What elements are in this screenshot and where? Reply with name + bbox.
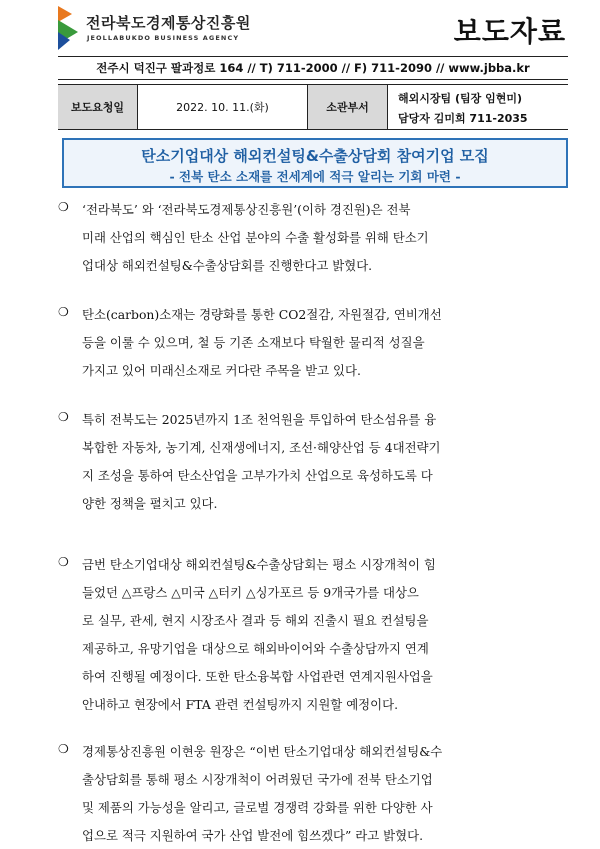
paragraph-5	[58, 742, 578, 843]
org-logo	[56, 4, 336, 54]
text-line: 등을 이룰 수 있으며, 철 등 기존 소재보다 탁월한 물리적 성질을	[82, 335, 425, 350]
text-line: 업대상 해외컨설팅&수출상담회를 진행한다고 밝혔다.	[82, 258, 373, 273]
request-date: 2022. 10. 11.(화)	[138, 85, 308, 129]
bullet-icon: ❍	[58, 555, 69, 569]
paragraph-2	[58, 305, 578, 378]
bullet-icon: ❍	[58, 410, 69, 424]
text-line: 업으로 적극 지원하여 국가 산업 발전에 힘쓰겠다” 라고 밝혔다.	[82, 828, 424, 843]
document-type: 보도자료	[453, 15, 566, 48]
sub-title: - 전북 탄소 소재를 전세계에 적극 알리는 기회 마련 -	[169, 169, 461, 184]
org-name: 전라북도경제통상진흥원	[86, 14, 251, 32]
text-line: 가지고 있어 미래신소재로 커다란 주목을 받고 있다.	[82, 363, 361, 378]
text-line: 금번 탄소기업대상 해외컨설팅&수출상담회는 평소 시장개척이 힘	[82, 557, 436, 572]
request-date-label: 보도요청일	[58, 85, 138, 129]
text-line: 출상담회를 통해 평소 시장개척이 어려웠던 국가에 전북 탄소기업	[82, 772, 433, 787]
logo-mark-icon	[56, 4, 80, 50]
text-line: 제공하고, 유망기업을 대상으로 해외바이어와 수출상담까지 연계	[82, 641, 429, 656]
text-line: 탄소(carbon)소재는 경량화를 통한 CO2절감, 자원절감, 연비개선	[82, 307, 442, 322]
header	[56, 4, 568, 54]
text-line: 로 실무, 관세, 현지 시장조사 결과 등 해외 진출시 필요 컨설팅을	[82, 613, 429, 628]
bullet-icon: ❍	[58, 742, 69, 756]
text-line: 안내하고 현장에서 FTA 관련 컨설팅까지 지원할 예정이다.	[82, 697, 399, 712]
bullet-icon: ❍	[58, 200, 69, 214]
text-line: 복합한 자동차, 농기계, 신재생에너지, 조선·해양산업 등 4대전략기	[82, 440, 441, 455]
text-line: 들었던 △프랑스 △미국 △터키 △싱가포르 등 9개국가를 대상으	[82, 585, 419, 600]
title-box	[62, 138, 568, 188]
paragraph-3	[58, 410, 578, 511]
main-title: 탄소기업대상 해외컨설팅&수출상담회 참여기업 모집	[141, 147, 489, 165]
dept-line-team: 해외시장팀 (팀장 임현미)	[398, 92, 522, 105]
text-line: 특히 전북도는 2025년까지 1조 천억원을 투입하여 탄소섬유를 융	[82, 412, 437, 427]
info-table	[58, 84, 568, 130]
text-line: 양한 정책을 펼치고 있다.	[82, 496, 218, 511]
paragraph-4	[58, 555, 578, 712]
text-line: 지 조성을 통하여 탄소산업을 고부가가치 산업으로 육성하도록 다	[82, 468, 433, 483]
text-line: 미래 산업의 핵심인 탄소 산업 분야의 수출 활성화를 위해 탄소기	[82, 230, 429, 245]
dept-info	[388, 85, 568, 129]
dept-line-contact: 담당자 김미희 711-2035	[398, 112, 528, 125]
text-line: 및 제품의 가능성을 알리고, 글로벌 경쟁력 강화를 위한 다양한 사	[82, 800, 433, 815]
org-name-en: JEOLLABUKDO BUSINESS AGENCY	[87, 34, 240, 42]
text-line: 하여 진행될 예정이다. 또한 탄소융복합 사업관련 연계지원사업을	[82, 669, 433, 684]
dept-label: 소관부서	[308, 85, 388, 129]
paragraph-1	[58, 200, 578, 273]
text-line: 경제통상진흥원 이현웅 원장은 “이번 탄소기업대상 해외컨설팅&수	[82, 744, 443, 759]
bullet-icon: ❍	[58, 305, 69, 319]
text-line: ‘전라북도’ 와 ‘전라북도경제통상진흥원’(이하 경진원)은 전북	[82, 202, 411, 217]
contact-bar: 전주시 덕진구 팔과정로 164 // T) 711-2000 // F) 711-2090 // www.jbba.kr	[58, 56, 568, 80]
